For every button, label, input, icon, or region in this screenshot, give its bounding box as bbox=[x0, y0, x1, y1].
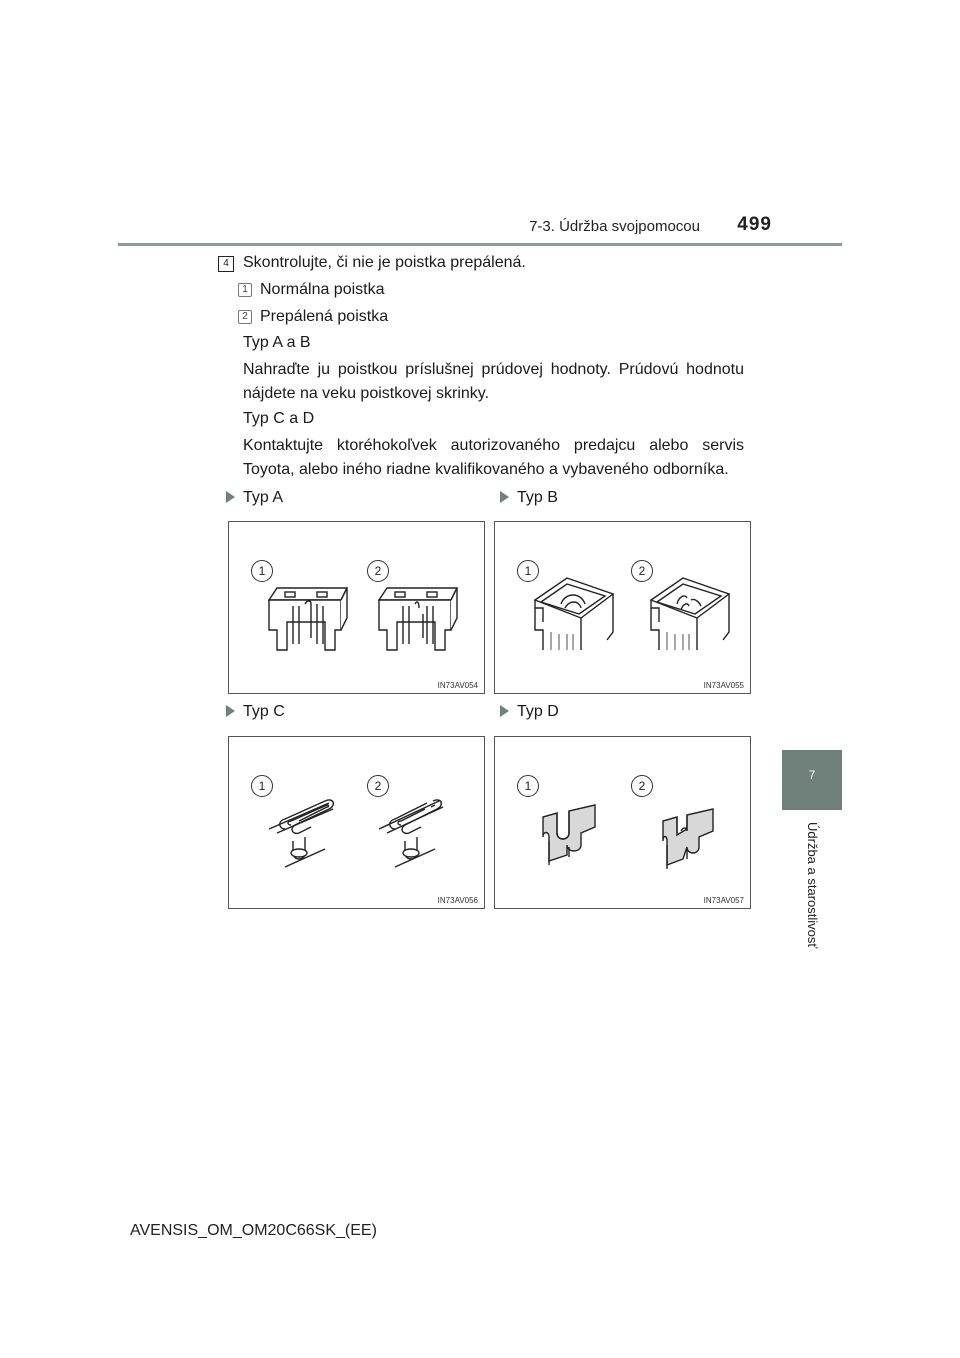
callout-normal: 1 bbox=[251, 560, 273, 582]
figure-label-type-d: Typ D bbox=[500, 703, 559, 721]
triangle-bullet-icon bbox=[226, 705, 235, 717]
type-ab-heading: Typ A a B bbox=[243, 334, 311, 351]
figure-type-c bbox=[228, 736, 485, 909]
item-number-badge: 2 bbox=[238, 310, 252, 324]
callout-normal: 1 bbox=[517, 775, 539, 797]
fuse-type-b-illustration bbox=[495, 522, 750, 693]
header-divider bbox=[118, 243, 842, 246]
figure-code: IN73AV056 bbox=[437, 896, 478, 905]
triangle-bullet-icon bbox=[500, 491, 509, 503]
callout-blown: 2 bbox=[631, 560, 653, 582]
figure-type-a bbox=[228, 521, 485, 694]
callout-blown: 2 bbox=[367, 775, 389, 797]
type-cd-heading: Typ C a D bbox=[243, 410, 315, 427]
step-number-badge: 4 bbox=[218, 256, 234, 272]
page-number: 499 bbox=[737, 214, 772, 235]
figure-code: IN73AV054 bbox=[437, 681, 478, 690]
type-cd-line-2: Toyota, alebo iného riadne kvalifikovaného a vybaveného odborníka. bbox=[243, 461, 729, 478]
fuse-type-d-illustration bbox=[495, 737, 750, 908]
figure-label-type-a: Typ A bbox=[226, 489, 283, 507]
section-title: 7-3. Údržba svojpomocou bbox=[529, 218, 700, 235]
figure-code: IN73AV055 bbox=[703, 681, 744, 690]
figure-code: IN73AV057 bbox=[703, 896, 744, 905]
figure-label-type-c: Typ C bbox=[226, 703, 285, 721]
item-text: Normálna poistka bbox=[260, 281, 385, 298]
item-text: Prepálená poistka bbox=[260, 308, 389, 325]
chapter-label: Údržba a starostlivosť bbox=[805, 822, 820, 949]
type-ab-line-2: nájdete na veku poistkovej skrinky. bbox=[243, 385, 490, 402]
type-ab-line-1: Nahraďte ju poistkou príslušnej prúdovej hodnoty. Prúdovú hodnotu bbox=[243, 361, 744, 378]
step-text: Skontrolujte, či nie je poistka prepálená. bbox=[243, 254, 526, 271]
callout-blown: 2 bbox=[367, 560, 389, 582]
fuse-type-c-illustration bbox=[229, 737, 484, 908]
callout-normal: 1 bbox=[251, 775, 273, 797]
item-number-badge: 1 bbox=[238, 283, 252, 297]
document-code: AVENSIS_OM_OM20C66SK_(EE) bbox=[130, 1222, 377, 1239]
chapter-number: 7 bbox=[808, 768, 816, 782]
triangle-bullet-icon bbox=[226, 491, 235, 503]
fuse-type-a-illustration bbox=[229, 522, 484, 693]
figure-type-b bbox=[494, 521, 751, 694]
figure-label-type-b: Typ B bbox=[500, 489, 558, 507]
callout-blown: 2 bbox=[631, 775, 653, 797]
type-cd-line-1: Kontaktujte ktoréhokoľvek autorizovaného predajcu alebo servis bbox=[243, 437, 744, 454]
callout-normal: 1 bbox=[517, 560, 539, 582]
figure-type-d bbox=[494, 736, 751, 909]
triangle-bullet-icon bbox=[500, 705, 509, 717]
